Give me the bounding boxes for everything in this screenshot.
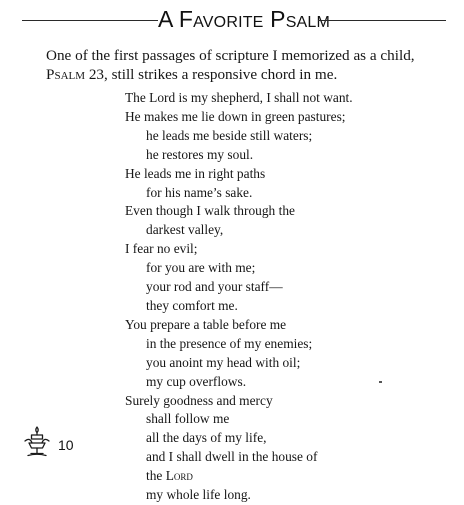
header-rule-left bbox=[22, 20, 158, 21]
psalm-reference: Psalm bbox=[46, 66, 86, 83]
psalm-line: The Lord is my shepherd, I shall not want. bbox=[125, 90, 353, 105]
psalm-line: Surely goodness and mercy bbox=[125, 392, 273, 408]
print-speck bbox=[379, 381, 382, 383]
psalm-line: in the presence of my enemies; bbox=[146, 335, 313, 351]
intro-paragraph bbox=[46, 46, 456, 84]
intro-text-before: One of the first passages of scripture I memorized as a child, bbox=[46, 47, 415, 64]
psalm-line: they comfort me. bbox=[146, 297, 238, 313]
page-header bbox=[0, 0, 464, 40]
psalm-line: you anoint my head with oil; bbox=[146, 354, 301, 370]
psalm-line: You prepare a table before me bbox=[125, 316, 287, 332]
psalm-line: he restores my soul. bbox=[146, 146, 254, 162]
psalm-line: the Lord bbox=[146, 468, 193, 484]
psalm-line: for his name’s sake. bbox=[146, 184, 253, 200]
header-rule-right bbox=[318, 20, 446, 21]
psalm-line: Even though I walk through the bbox=[125, 203, 295, 219]
psalm-line: all the days of my life, bbox=[146, 430, 267, 446]
intro-text-after: 23, still strikes a responsive chord in me. bbox=[85, 66, 338, 83]
page-title: A Favorite Psalm bbox=[158, 6, 331, 32]
psalm-line: I fear no evil; bbox=[125, 241, 198, 257]
psalm-line: He makes me lie down in green pastures; bbox=[125, 108, 346, 124]
page-number: 10 bbox=[58, 437, 74, 453]
candle-crown-emblem-icon bbox=[21, 424, 53, 458]
psalm-line: darkest valley, bbox=[146, 222, 224, 238]
psalm-line: my whole life long. bbox=[146, 487, 251, 503]
psalm-line: your rod and your staff— bbox=[146, 279, 283, 295]
psalm-line: my cup overflows. bbox=[146, 373, 247, 389]
psalm-line: shall follow me bbox=[146, 411, 230, 427]
psalm-line: and I shall dwell in the house of bbox=[146, 449, 318, 465]
psalm-text bbox=[125, 89, 445, 505]
psalm-line: he leads me beside still waters; bbox=[146, 127, 313, 143]
psalm-line: He leads me in right paths bbox=[125, 165, 266, 181]
psalm-line: for you are with me; bbox=[146, 260, 256, 276]
